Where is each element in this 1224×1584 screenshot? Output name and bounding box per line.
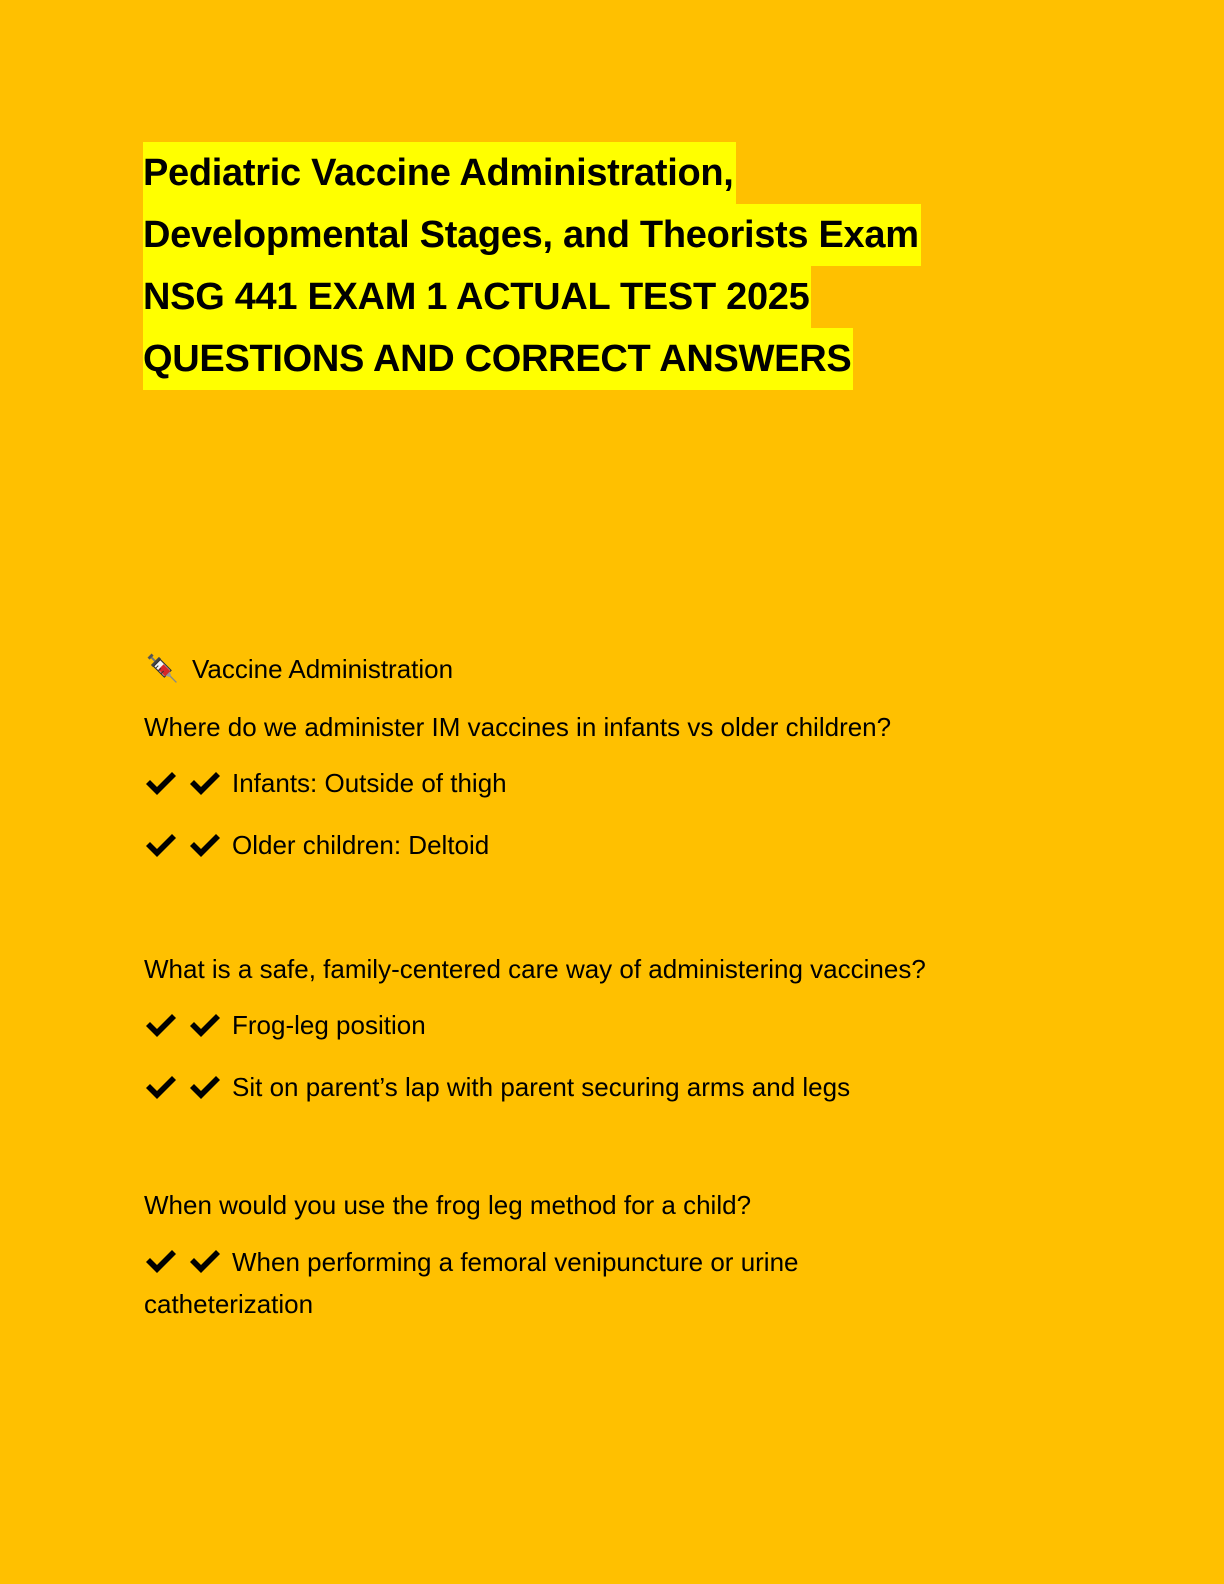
check-icon — [188, 769, 222, 797]
check-icon — [144, 1247, 178, 1275]
answer-text: When performing a femoral venipuncture or urine catheterization — [144, 1247, 799, 1319]
double-check — [144, 1067, 222, 1107]
answer-text: Infants: Outside of thigh — [232, 768, 507, 798]
check-icon — [144, 831, 178, 859]
check-icon — [144, 1011, 178, 1039]
check-icon — [188, 1073, 222, 1101]
title-line-3: NSG 441 EXAM 1 ACTUAL TEST 2025 — [143, 266, 811, 328]
question-1: Where do we administer IM vaccines in infants vs older children? — [144, 712, 892, 742]
double-check — [144, 1241, 222, 1281]
answer-text: Frog-leg position — [232, 1010, 426, 1040]
answer-text: Sit on parent’s lap with parent securing arms and legs — [232, 1072, 851, 1102]
answer-1-1 — [144, 763, 1104, 803]
check-icon — [188, 1247, 222, 1275]
answer-text: Older children: Deltoid — [232, 830, 490, 860]
qa-content — [144, 645, 1104, 1347]
document-title — [143, 142, 1043, 390]
question-2: What is a safe, family-centered care way of administering vaccines? — [144, 954, 926, 984]
double-check — [144, 763, 222, 803]
check-icon — [144, 769, 178, 797]
question-3: When would you use the frog leg method for a child? — [144, 1190, 752, 1220]
answer-2-2 — [144, 1067, 1104, 1107]
answer-2-1 — [144, 1005, 1104, 1045]
check-icon — [188, 831, 222, 859]
section-heading-label: Vaccine Administration — [192, 653, 454, 684]
syringe-icon — [144, 650, 182, 688]
answer-3-1 — [144, 1241, 904, 1325]
double-check — [144, 1005, 222, 1045]
check-icon — [188, 1011, 222, 1039]
check-icon — [144, 1073, 178, 1101]
answer-1-2 — [144, 825, 1104, 865]
title-line-2: Developmental Stages, and Theorists Exam — [143, 204, 921, 266]
double-check — [144, 825, 222, 865]
title-line-4: QUESTIONS AND CORRECT ANSWERS — [143, 328, 853, 390]
section-heading — [144, 645, 1104, 693]
title-line-1: Pediatric Vaccine Administration, — [143, 142, 736, 204]
